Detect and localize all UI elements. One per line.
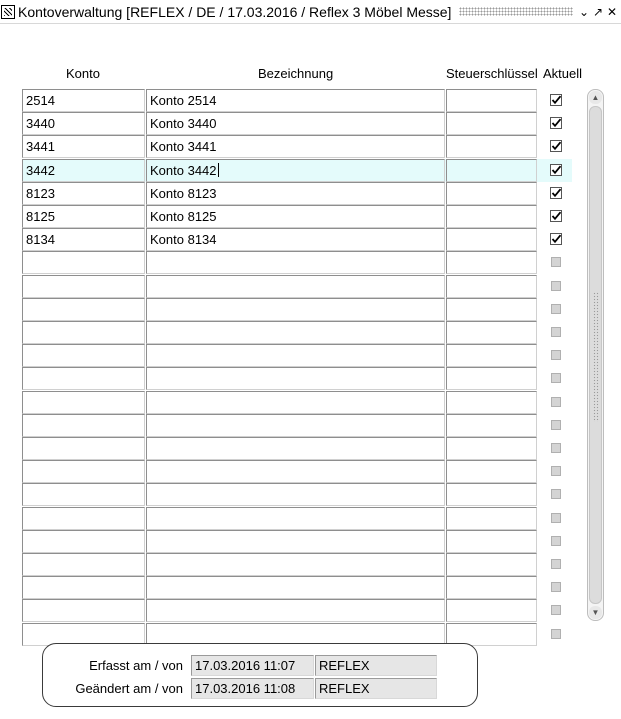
- konto-field[interactable]: [22, 275, 145, 298]
- steuerschluessel-field[interactable]: [446, 599, 537, 622]
- table-row: [22, 159, 572, 182]
- konto-field[interactable]: [22, 530, 145, 553]
- konto-field[interactable]: [22, 391, 145, 414]
- bezeichnung-field[interactable]: Konto 3442: [146, 159, 445, 182]
- table-row: [22, 391, 572, 414]
- aktuell-checkbox[interactable]: [551, 559, 561, 569]
- konto-field[interactable]: [22, 483, 145, 506]
- table-row: [22, 112, 572, 135]
- window-controls: [579, 6, 617, 18]
- erfasst-user-field: REFLEX: [315, 655, 437, 676]
- scroll-down-arrow-icon[interactable]: ▼: [589, 606, 602, 619]
- steuerschluessel-field[interactable]: [446, 205, 537, 228]
- bezeichnung-field[interactable]: [146, 367, 445, 390]
- aktuell-checkbox[interactable]: [550, 233, 562, 245]
- erfasst-date-field: 17.03.2016 11:07: [191, 655, 314, 676]
- scroll-up-arrow-icon[interactable]: ▲: [589, 91, 602, 104]
- aktuell-checkbox[interactable]: [551, 629, 561, 639]
- table-row: [22, 321, 572, 344]
- checkmark-icon: [550, 187, 562, 199]
- aktuell-checkbox[interactable]: [551, 489, 561, 499]
- bezeichnung-field[interactable]: [146, 391, 445, 414]
- bezeichnung-field[interactable]: [146, 251, 445, 274]
- konto-field[interactable]: 2514: [22, 89, 145, 112]
- table-row: [22, 576, 572, 599]
- audit-row-erfasst: [43, 655, 479, 676]
- aktuell-checkbox[interactable]: [550, 117, 562, 129]
- header-konto: Konto: [66, 66, 100, 81]
- table-row: [22, 182, 572, 205]
- scrollbar-grip: [593, 292, 599, 422]
- konto-field[interactable]: [22, 460, 145, 483]
- konto-field[interactable]: [22, 553, 145, 576]
- table-row: [22, 414, 572, 437]
- table-row: [22, 344, 572, 367]
- checkmark-icon: [550, 210, 562, 222]
- steuerschluessel-field[interactable]: [446, 507, 537, 530]
- bezeichnung-field[interactable]: [146, 414, 445, 437]
- konto-field[interactable]: [22, 414, 145, 437]
- titlebar-grip: [459, 7, 573, 16]
- checkmark-icon: [550, 233, 562, 245]
- aktuell-checkbox[interactable]: [551, 420, 561, 430]
- table-row: [22, 298, 572, 321]
- konto-field[interactable]: [22, 437, 145, 460]
- bezeichnung-field[interactable]: [146, 275, 445, 298]
- konto-field[interactable]: [22, 298, 145, 321]
- aktuell-checkbox[interactable]: [551, 397, 561, 407]
- aktuell-checkbox[interactable]: [550, 187, 562, 199]
- header-steuerschluessel: Steuerschlüssel: [446, 66, 538, 81]
- aktuell-checkbox[interactable]: [551, 605, 561, 615]
- scrollbar-thumb[interactable]: [589, 106, 602, 604]
- aktuell-checkbox[interactable]: [551, 513, 561, 523]
- steuerschluessel-field[interactable]: [446, 228, 537, 251]
- bezeichnung-field[interactable]: [146, 344, 445, 367]
- aktuell-checkbox[interactable]: [550, 164, 562, 176]
- header-aktuell: Aktuell: [543, 66, 583, 81]
- bezeichnung-field[interactable]: [146, 437, 445, 460]
- steuerschluessel-field[interactable]: [446, 391, 537, 414]
- erfasst-label: Erfasst am / von: [89, 658, 183, 673]
- aktuell-checkbox[interactable]: [551, 466, 561, 476]
- konto-field[interactable]: [22, 251, 145, 274]
- konto-field[interactable]: 3442: [22, 159, 145, 182]
- konto-field[interactable]: [22, 507, 145, 530]
- table-row: [22, 437, 572, 460]
- steuerschluessel-field[interactable]: [446, 298, 537, 321]
- bezeichnung-field[interactable]: Konto 3440: [146, 112, 445, 135]
- bezeichnung-field[interactable]: Konto 8123: [146, 182, 445, 205]
- header-bezeichnung: Bezeichnung: [258, 66, 334, 81]
- table-row: [22, 553, 572, 576]
- aktuell-checkbox[interactable]: [551, 582, 561, 592]
- steuerschluessel-field[interactable]: [446, 135, 537, 158]
- table-row: [22, 251, 572, 274]
- table-row: [22, 89, 572, 112]
- aktuell-checkbox[interactable]: [551, 350, 561, 360]
- table-row: [22, 460, 572, 483]
- geaendert-user-field: REFLEX: [315, 678, 437, 699]
- konto-field[interactable]: [22, 599, 145, 622]
- aktuell-checkbox[interactable]: [550, 140, 562, 152]
- steuerschluessel-field[interactable]: [446, 367, 537, 390]
- bezeichnung-field[interactable]: [146, 599, 445, 622]
- window-titlebar: [0, 0, 621, 24]
- text-caret: [218, 163, 219, 177]
- konto-field[interactable]: [22, 344, 145, 367]
- table-row: [22, 367, 572, 390]
- window-title: Kontoverwaltung [REFLEX / DE / 17.03.2016 / Reflex 3 Möbel Messe]: [18, 3, 452, 20]
- steuerschluessel-field[interactable]: [446, 460, 537, 483]
- aktuell-checkbox[interactable]: [550, 94, 562, 106]
- bezeichnung-field[interactable]: [146, 530, 445, 553]
- table-row: [22, 507, 572, 530]
- steuerschluessel-field[interactable]: [446, 182, 537, 205]
- bezeichnung-field[interactable]: [146, 507, 445, 530]
- aktuell-checkbox[interactable]: [551, 304, 561, 314]
- aktuell-checkbox[interactable]: [551, 257, 561, 267]
- steuerschluessel-field[interactable]: [446, 251, 537, 274]
- table-row: [22, 275, 572, 298]
- konto-field[interactable]: 8123: [22, 182, 145, 205]
- close-icon[interactable]: ✕: [607, 4, 618, 19]
- table-row: [22, 483, 572, 506]
- audit-panel: [42, 643, 478, 707]
- bezeichnung-field[interactable]: Konto 3441: [146, 135, 445, 158]
- steuerschluessel-field[interactable]: [446, 553, 537, 576]
- konto-field[interactable]: 3440: [22, 112, 145, 135]
- steuerschluessel-field[interactable]: [446, 576, 537, 599]
- aktuell-checkbox[interactable]: [551, 536, 561, 546]
- konto-field[interactable]: 8134: [22, 228, 145, 251]
- steuerschluessel-field[interactable]: [446, 483, 537, 506]
- bezeichnung-field[interactable]: [146, 321, 445, 344]
- bezeichnung-field[interactable]: [146, 483, 445, 506]
- bezeichnung-field[interactable]: [146, 460, 445, 483]
- table-row: [22, 228, 572, 251]
- aktuell-checkbox[interactable]: [550, 210, 562, 222]
- table-row: [22, 530, 572, 553]
- bezeichnung-field[interactable]: Konto 8125: [146, 205, 445, 228]
- aktuell-checkbox[interactable]: [551, 443, 561, 453]
- checkmark-icon: [550, 140, 562, 152]
- steuerschluessel-field[interactable]: [446, 344, 537, 367]
- steuerschluessel-field[interactable]: [446, 159, 537, 182]
- steuerschluessel-field[interactable]: [446, 275, 537, 298]
- geaendert-date-field: 17.03.2016 11:08: [191, 678, 314, 699]
- konto-field[interactable]: [22, 321, 145, 344]
- vertical-scrollbar[interactable]: [587, 89, 604, 621]
- steuerschluessel-field[interactable]: [446, 530, 537, 553]
- aktuell-checkbox[interactable]: [551, 373, 561, 383]
- bezeichnung-field[interactable]: [146, 298, 445, 321]
- aktuell-checkbox[interactable]: [551, 281, 561, 291]
- minimize-icon[interactable]: ⌄: [579, 4, 590, 19]
- table-row: [22, 599, 572, 622]
- steuerschluessel-field[interactable]: [446, 414, 537, 437]
- aktuell-checkbox[interactable]: [551, 327, 561, 337]
- bezeichnung-field[interactable]: [146, 576, 445, 599]
- konto-field[interactable]: [22, 367, 145, 390]
- table-row: [22, 205, 572, 228]
- steuerschluessel-field[interactable]: [446, 437, 537, 460]
- konto-field[interactable]: [22, 576, 145, 599]
- checkmark-icon: [550, 164, 562, 176]
- konto-field[interactable]: 8125: [22, 205, 145, 228]
- steuerschluessel-field[interactable]: [446, 89, 537, 112]
- steuerschluessel-field[interactable]: [446, 321, 537, 344]
- steuerschluessel-field[interactable]: [446, 112, 537, 135]
- geaendert-label: Geändert am / von: [75, 681, 183, 696]
- bezeichnung-field[interactable]: [146, 553, 445, 576]
- checkmark-icon: [550, 94, 562, 106]
- konto-field[interactable]: 3441: [22, 135, 145, 158]
- bezeichnung-field[interactable]: Konto 2514: [146, 89, 445, 112]
- audit-row-geaendert: [43, 678, 479, 699]
- maximize-icon[interactable]: ↗: [593, 4, 604, 19]
- table-row: [22, 135, 572, 158]
- checkmark-icon: [550, 117, 562, 129]
- bezeichnung-field[interactable]: Konto 8134: [146, 228, 445, 251]
- app-icon: [1, 5, 15, 19]
